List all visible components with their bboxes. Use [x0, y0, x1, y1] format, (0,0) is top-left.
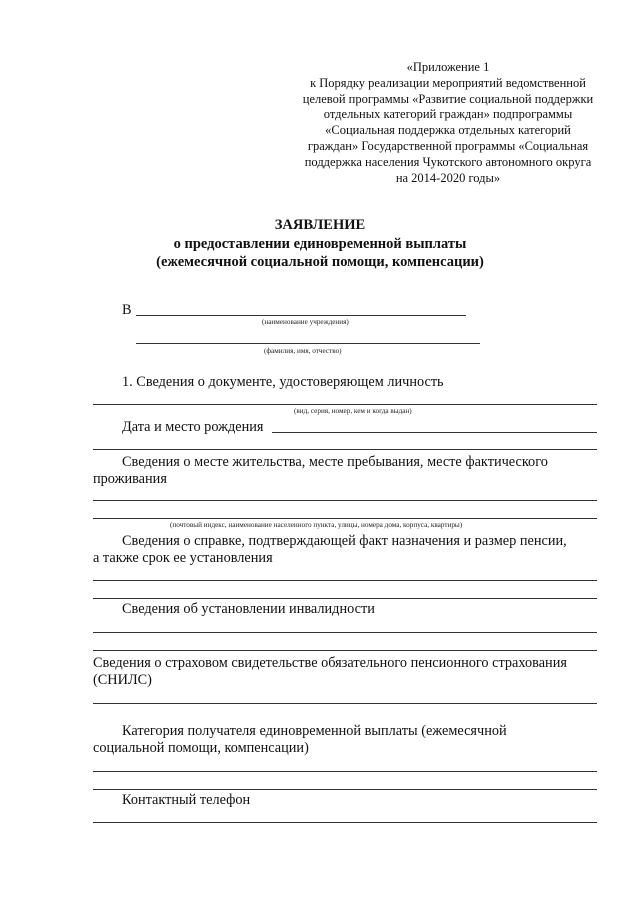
snils-label-2: (СНИЛС)	[93, 672, 152, 688]
appendix-line: на 2014-2020 годы»	[395, 170, 501, 185]
appendix-line: «Приложение 1	[406, 60, 490, 74]
appendix-line: «Социальная поддержка отдельных категорий	[325, 123, 571, 138]
snils-field[interactable]	[93, 703, 597, 704]
birth-field[interactable]	[272, 432, 597, 433]
fullname-field[interactable]	[136, 343, 480, 344]
pension-field-2[interactable]	[93, 598, 597, 599]
document-title: ЗАЯВЛЕНИЕ	[274, 217, 366, 233]
phone-label: Контактный телефон	[122, 792, 251, 808]
residence-field[interactable]	[93, 500, 597, 501]
appendix-line: поддержка населения Чукотского автономного округа	[304, 154, 592, 169]
category-field[interactable]	[93, 771, 597, 772]
address-hint: (почтовый индекс, наименование населенного пункта, улицы, номера дома, корпуса, квартиры)	[170, 521, 463, 529]
snils-label: Сведения о страховом свидетельстве обязательного пенсионного страхования	[93, 655, 567, 671]
pension-field[interactable]	[93, 580, 597, 581]
disability-field-2[interactable]	[93, 650, 597, 651]
birth-field-2[interactable]	[93, 449, 597, 450]
appendix-note	[292, 60, 604, 186]
institution-field[interactable]	[136, 315, 466, 316]
appendix-line: к Порядку реализации мероприятий ведомственной	[310, 75, 586, 90]
phone-field[interactable]	[93, 822, 597, 823]
residence-label-2: проживания	[93, 471, 167, 487]
identity-doc-field[interactable]	[93, 404, 597, 405]
residence-field-2[interactable]	[93, 518, 597, 519]
document-subtitle-2: (ежемесячной социальной помощи, компенсации)	[156, 254, 484, 270]
disability-label: Сведения об установлении инвалидности	[122, 601, 375, 617]
residence-label: Сведения о месте жительства, месте пребывания, месте фактического	[122, 454, 548, 470]
appendix-line: отдельных категорий граждан» подпрограммы	[323, 107, 573, 122]
birth-label: Дата и место рождения	[122, 419, 264, 435]
category-field-2[interactable]	[93, 789, 597, 790]
identity-doc-hint: (вид, серия, номер, кем и когда выдан)	[294, 407, 412, 415]
appendix-line: граждан» Государственной программы «Социальная	[307, 138, 589, 153]
institution-hint: (наименование учреждения)	[262, 318, 349, 326]
appendix-line: целевой программы «Развитие социальной поддержки	[302, 91, 594, 106]
document-subtitle: о предоставлении единовременной выплаты	[173, 236, 467, 252]
to-prefix: В	[122, 302, 132, 318]
fullname-hint: (фамилия, имя, отчество)	[264, 347, 342, 355]
pension-label: Сведения о справке, подтверждающей факт назначения и размер пенсии,	[122, 533, 567, 549]
category-label-2: социальной помощи, компенсации)	[93, 740, 309, 756]
identity-doc-label: 1. Сведения о документе, удостоверяющем личность	[122, 374, 444, 390]
pension-label-2: а также срок ее установления	[93, 550, 273, 566]
disability-field[interactable]	[93, 632, 597, 633]
category-label: Категория получателя единовременной выплаты (ежемесячной	[122, 723, 507, 739]
